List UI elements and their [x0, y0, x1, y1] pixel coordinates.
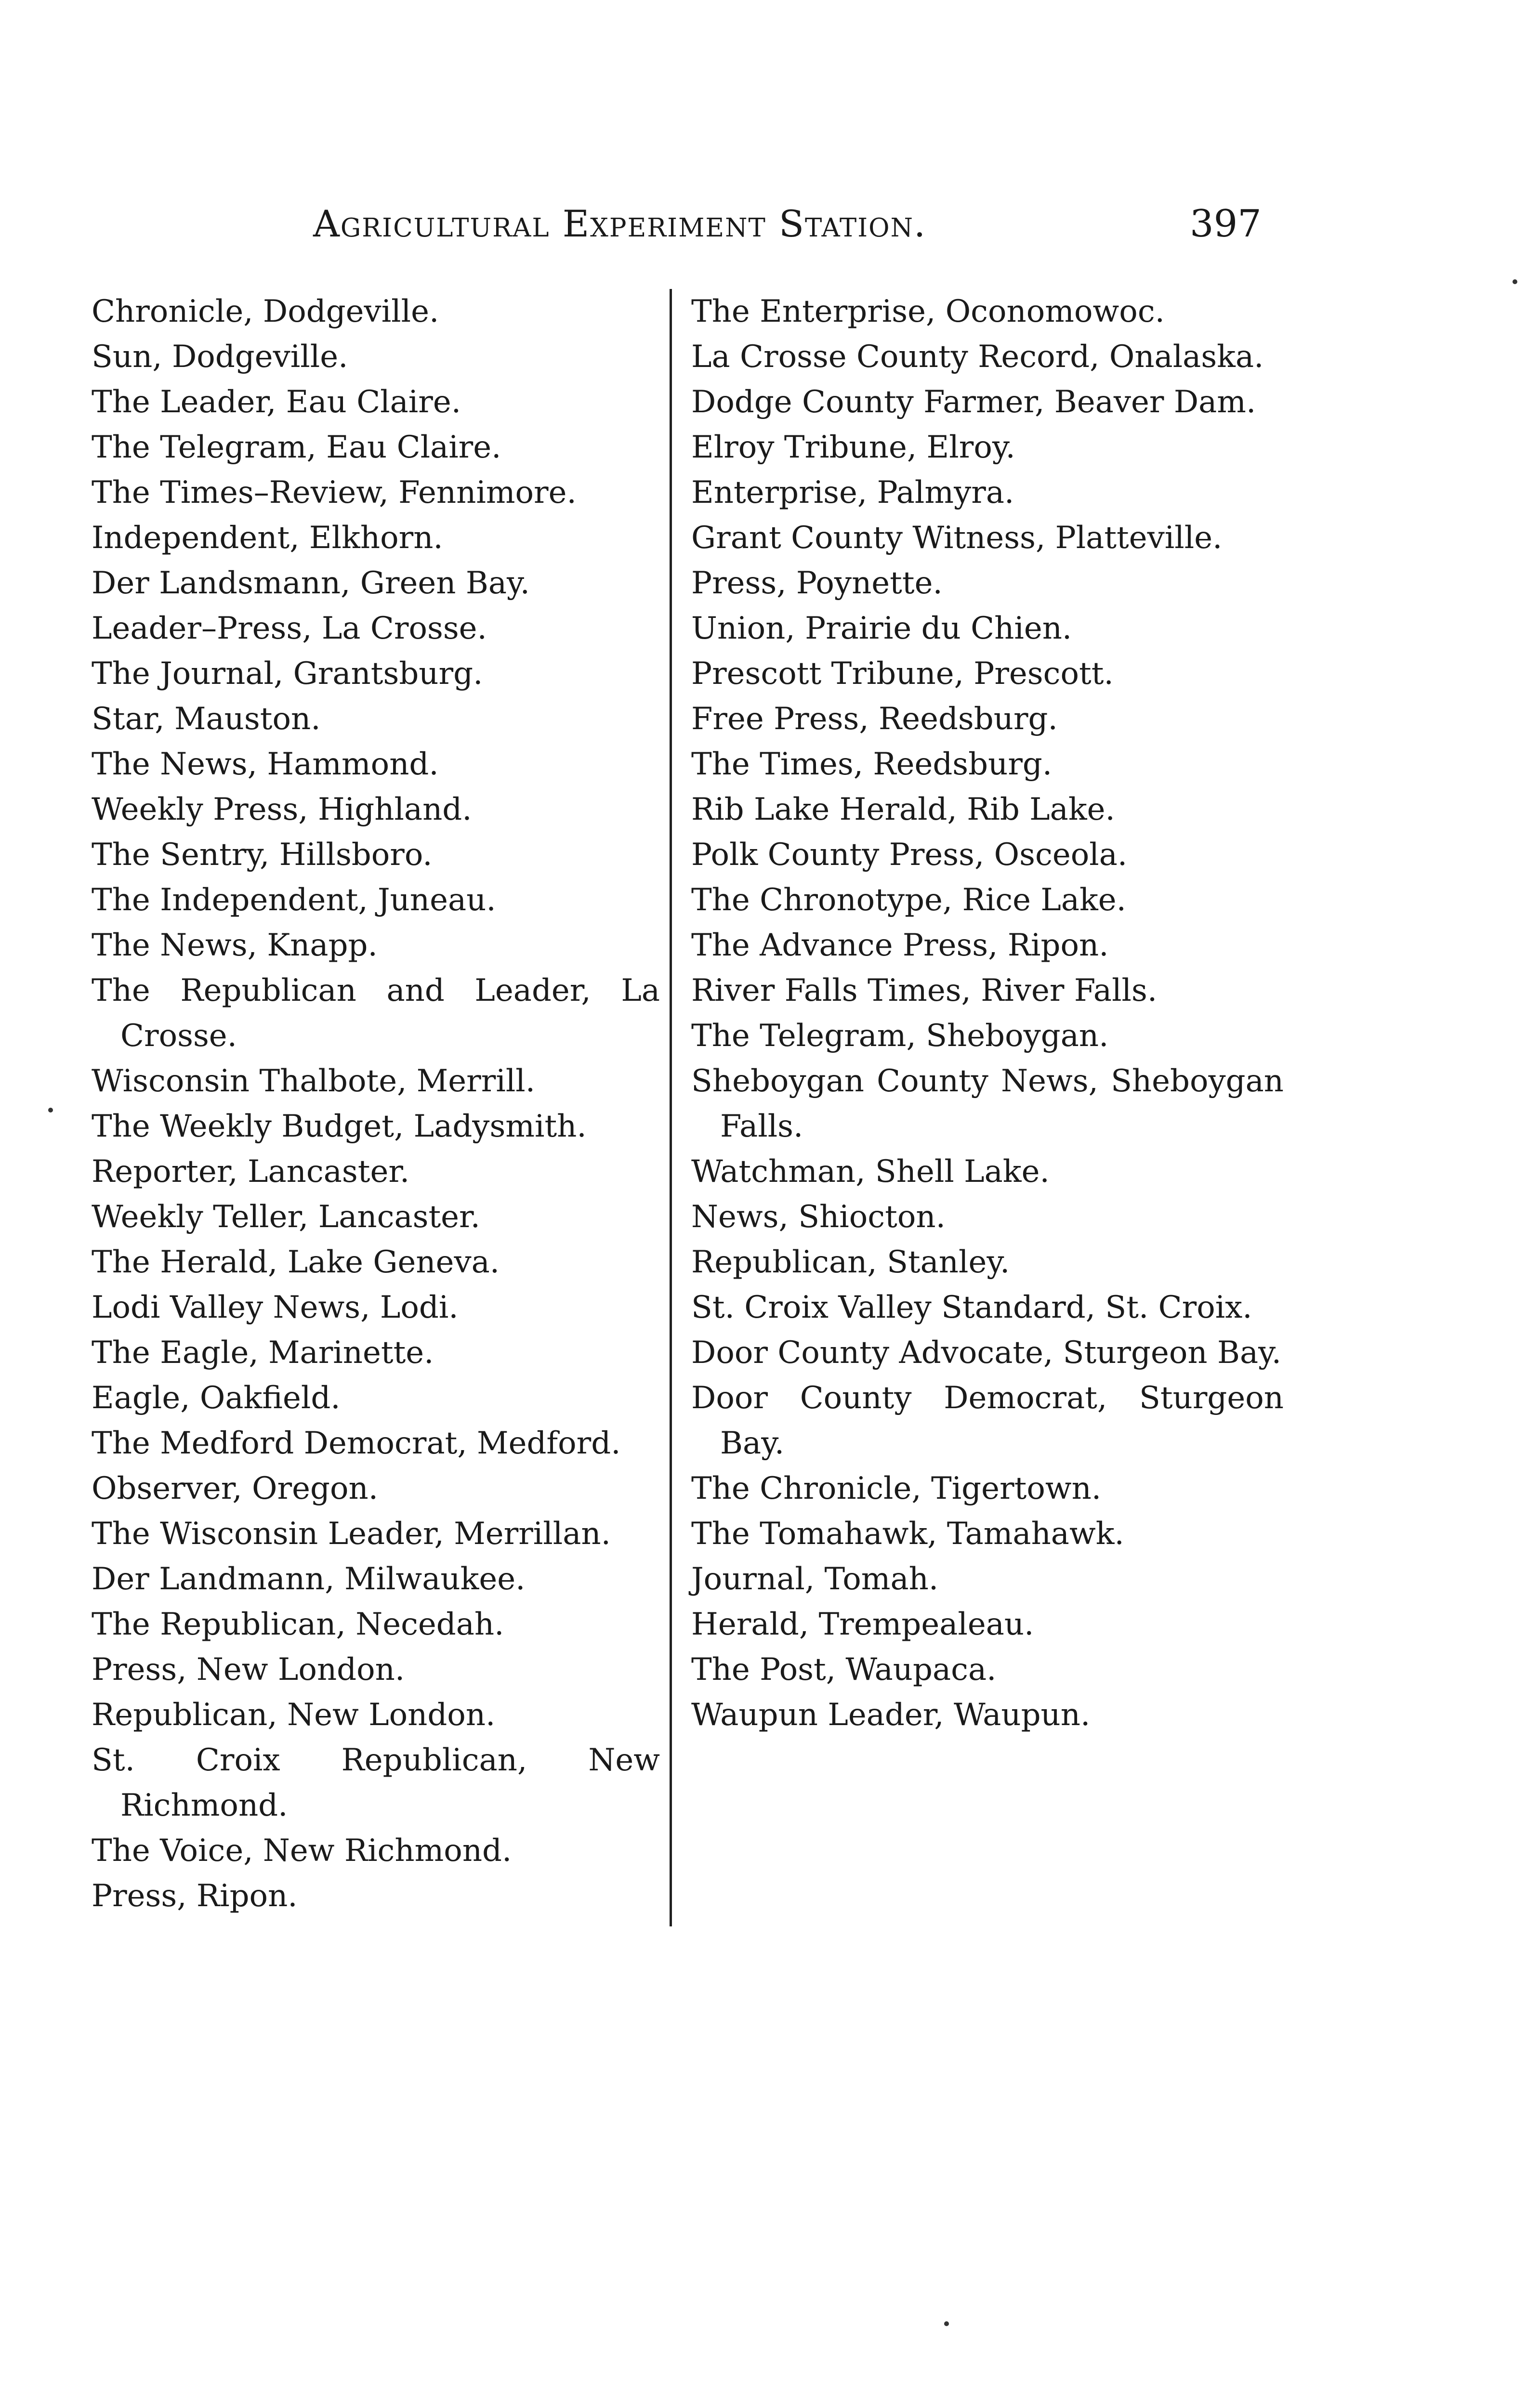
list-item: Waupun Leader, Waupun. [691, 1697, 1091, 1733]
speck [944, 2321, 949, 2326]
list-item: Weekly Press, Highland. [92, 792, 472, 827]
list-item: Door County Advocate, Sturgeon Bay. [691, 1335, 1282, 1371]
list-item: Sheboygan County News, Sheboygan Falls. [691, 1063, 1284, 1144]
list-item: The Wisconsin Leader, Merrillan. [92, 1516, 611, 1552]
list-item: Der Landsmann, Green Bay. [92, 565, 530, 601]
list-item: St. Croix Republican, New Richmond. [92, 1742, 660, 1823]
list-item: River Falls Times, River Falls. [691, 973, 1158, 1008]
list-item: Journal, Tomah. [691, 1561, 939, 1597]
list-item: Press, New London. [92, 1652, 405, 1688]
list-item: Watchman, Shell Lake. [691, 1154, 1050, 1190]
list-item: The Weekly Budget, Ladysmith. [92, 1109, 587, 1144]
list-item: Free Press, Reedsburg. [691, 701, 1058, 737]
list-item: Elroy Tribune, Elroy. [691, 430, 1015, 465]
list-item: The Enterprise, Oconomowoc. [691, 294, 1165, 329]
list-item: Chronicle, Dodgeville. [92, 294, 439, 329]
list-item: Polk County Press, Osceola. [691, 837, 1128, 873]
list-item: The Journal, Grantsburg. [92, 656, 483, 692]
speck [48, 1108, 53, 1112]
list-item: The Leader, Eau Claire. [92, 384, 461, 420]
list-item: The Chronotype, Rice Lake. [691, 882, 1126, 918]
list-item: St. Croix Valley Standard, St. Croix. [691, 1290, 1252, 1325]
list-item: La Crosse County Record, Onalaska. [691, 339, 1264, 375]
list-item: Independent, Elkhorn. [92, 520, 443, 556]
list-item: Republican, New London. [92, 1697, 496, 1733]
list-item: Lodi Valley News, Lodi. [92, 1290, 459, 1325]
list-item: News, Shiocton. [691, 1199, 946, 1235]
list-item: Dodge County Farmer, Beaver Dam. [691, 384, 1256, 420]
list-item: Enterprise, Palmyra. [691, 475, 1014, 510]
list-item: The Medford Democrat, Medford. [92, 1426, 621, 1461]
running-title: Agricultural Experiment Station. [313, 202, 927, 245]
list-item: Herald, Trempealeau. [691, 1607, 1034, 1642]
list-item: Weekly Teller, Lancaster. [92, 1199, 480, 1235]
list-item: The Voice, New Richmond. [92, 1833, 512, 1869]
list-item: Der Landmann, Milwaukee. [92, 1561, 526, 1597]
list-item: The News, Hammond. [92, 746, 439, 782]
list-item: The Sentry, Hillsboro. [92, 837, 433, 873]
list-item: Union, Prairie du Chien. [691, 611, 1072, 646]
page-number: 397 [1190, 202, 1262, 246]
list-item: The Times, Reedsburg. [691, 746, 1052, 782]
list-item: The Republican and Leader, La Crosse. [92, 973, 660, 1054]
list-item: Press, Ripon. [92, 1878, 298, 1914]
list-item: Republican, Stanley. [691, 1244, 1010, 1280]
list-item: Press, Poynette. [691, 565, 943, 601]
speck [1513, 279, 1517, 284]
list-item: The Post, Waupaca. [691, 1652, 997, 1688]
list-item: Grant County Witness, Platteville. [691, 520, 1223, 556]
list-item: The Telegram, Sheboygan. [691, 1018, 1109, 1054]
list-item: The Telegram, Eau Claire. [92, 430, 501, 465]
list-item: Wisconsin Thalbote, Merrill. [92, 1063, 536, 1099]
list-item: The Times–Review, Fennimore. [92, 475, 577, 510]
list-item: The Advance Press, Ripon. [691, 928, 1109, 963]
list-item: The News, Knapp. [92, 928, 378, 963]
column-divider [670, 289, 672, 1926]
left-column [92, 289, 660, 1919]
list-item: Sun, Dodgeville. [92, 339, 348, 375]
list-item: Eagle, Oakfield. [92, 1380, 341, 1416]
list-item: The Eagle, Marinette. [92, 1335, 434, 1371]
list-item: The Independent, Juneau. [92, 882, 496, 918]
list-item: The Chronicle, Tigertown. [691, 1471, 1102, 1506]
list-item: Observer, Oregon. [92, 1471, 379, 1506]
list-item: The Tomahawk, Tamahawk. [691, 1516, 1124, 1552]
list-item: The Herald, Lake Geneva. [92, 1244, 500, 1280]
right-column [691, 289, 1284, 1738]
list-item: Prescott Tribune, Prescott. [691, 656, 1114, 692]
list-item: The Republican, Necedah. [92, 1607, 504, 1642]
list-item: Leader–Press, La Crosse. [92, 611, 487, 646]
list-item: Rib Lake Herald, Rib Lake. [691, 792, 1115, 827]
list-item: Star, Mauston. [92, 701, 321, 737]
list-item: Door County Democrat, Sturgeon Bay. [691, 1380, 1284, 1461]
list-item: Reporter, Lancaster. [92, 1154, 410, 1190]
